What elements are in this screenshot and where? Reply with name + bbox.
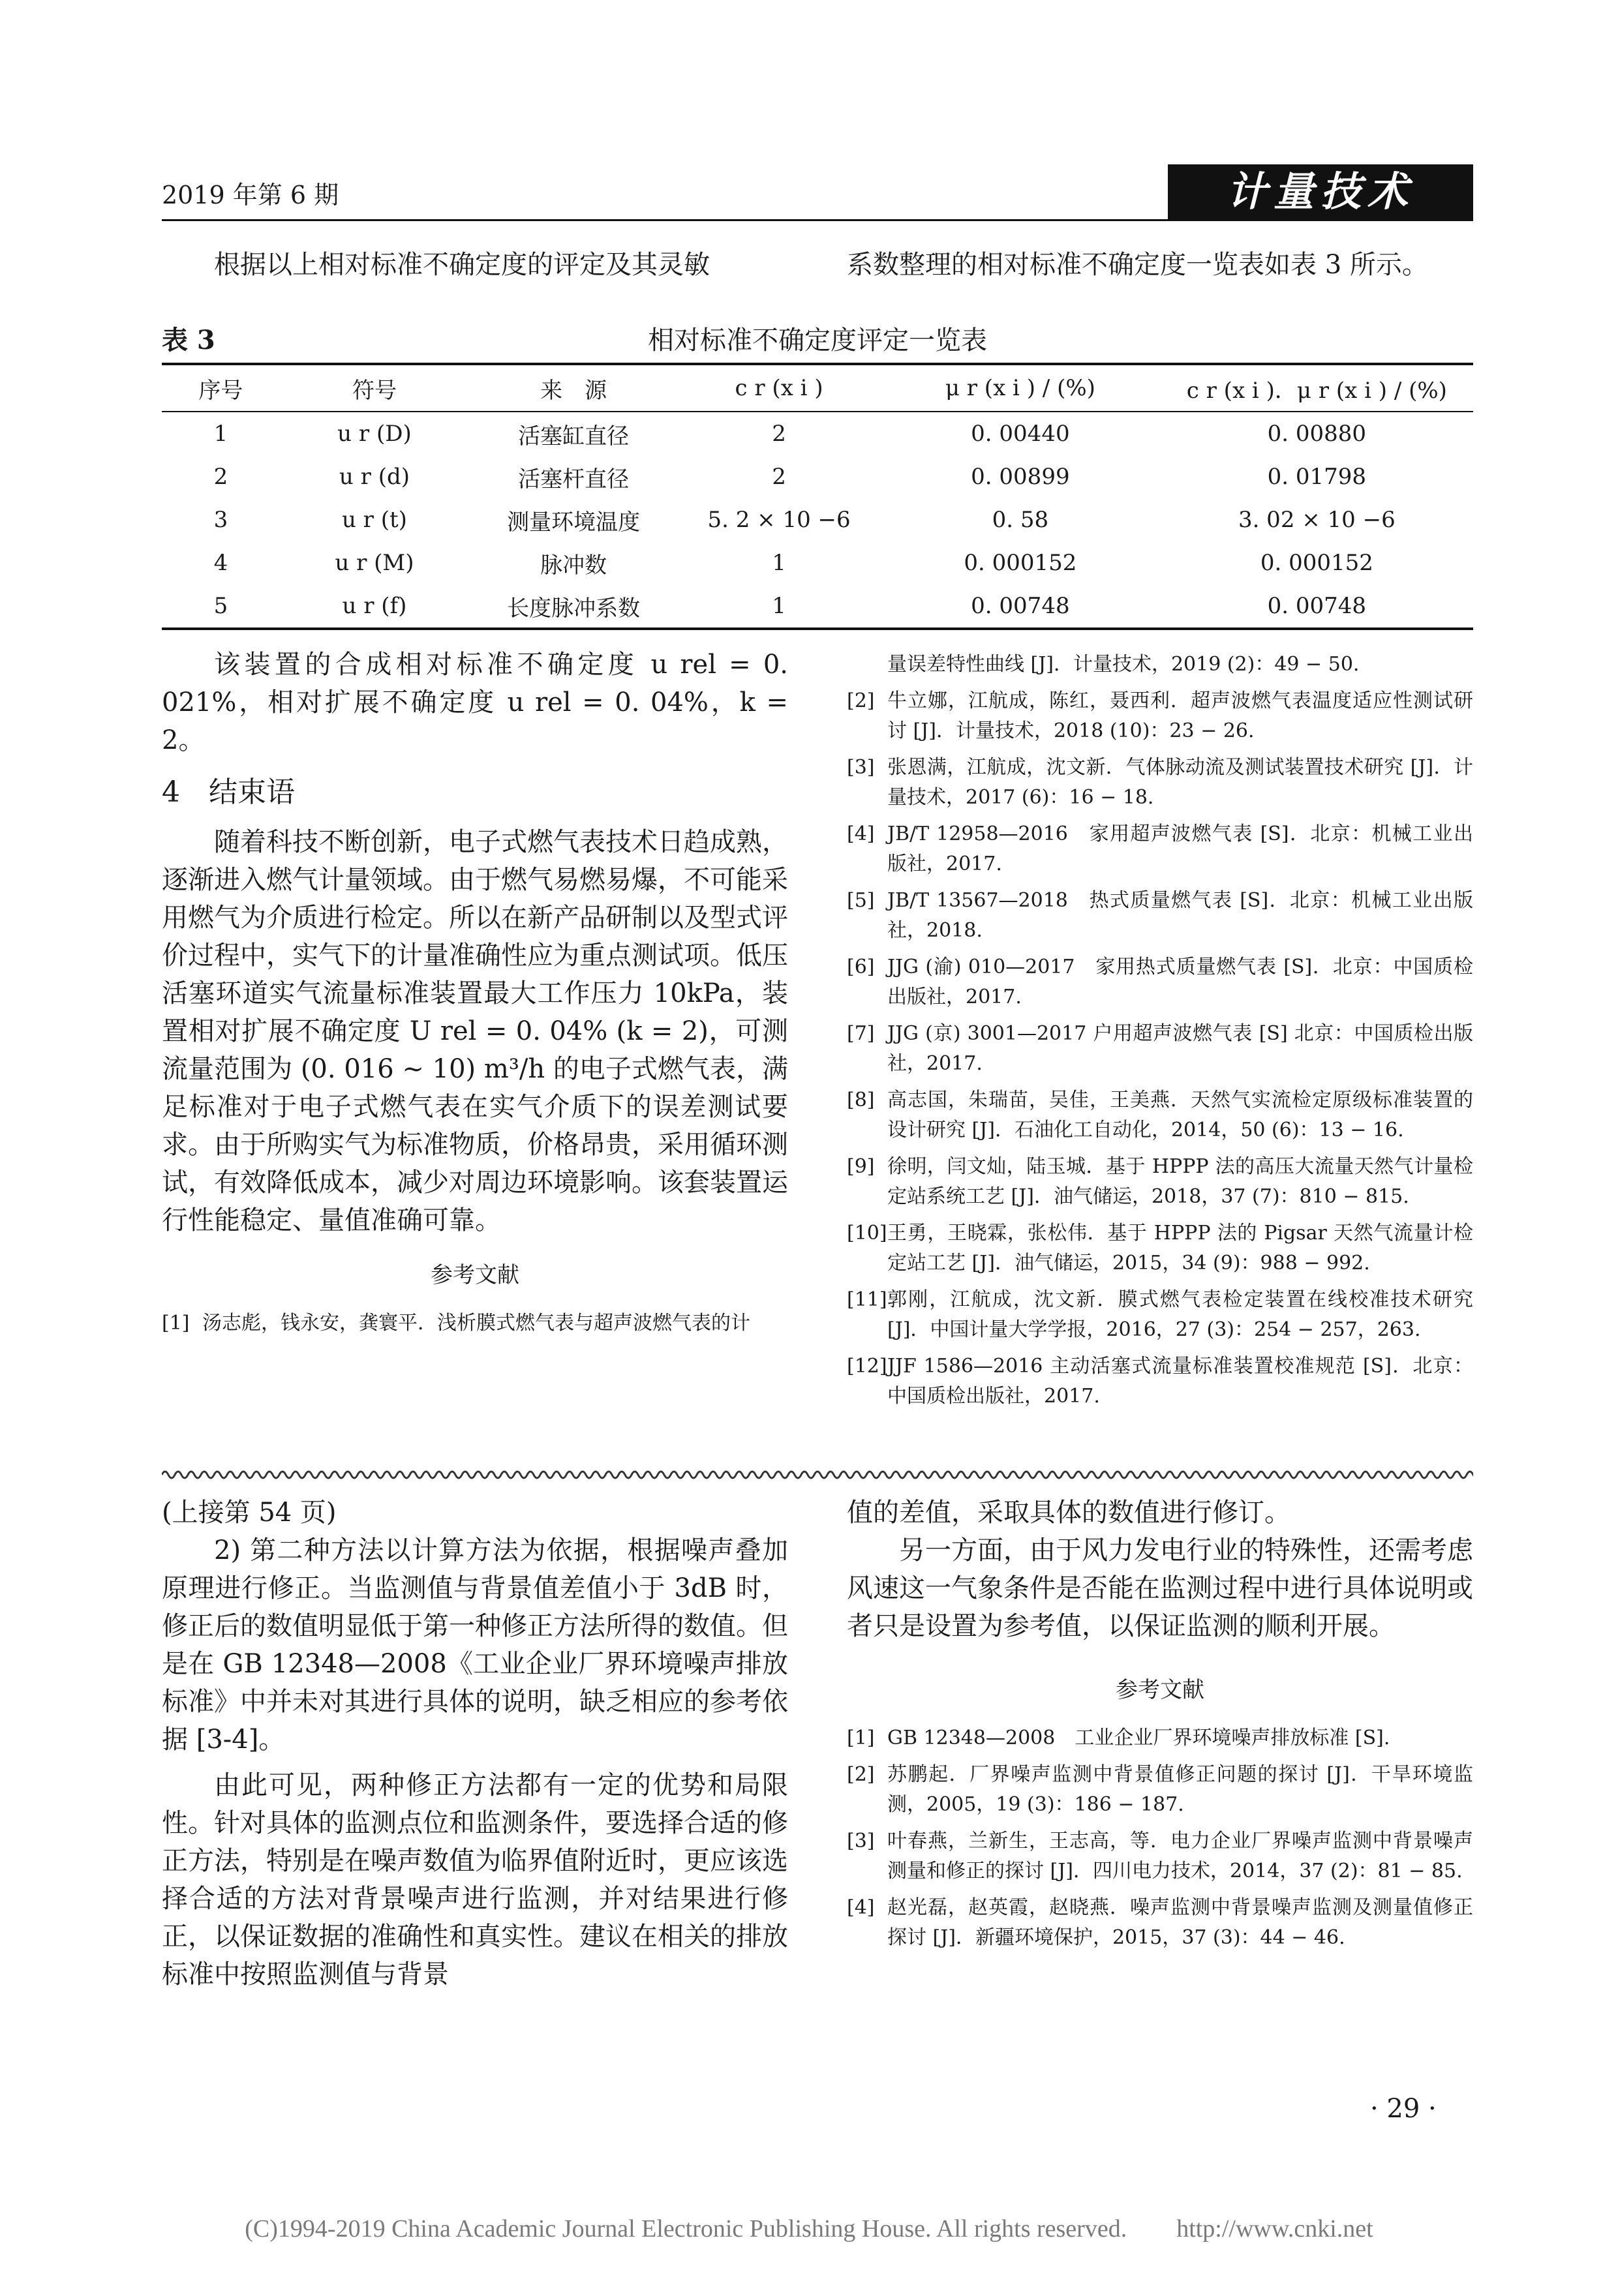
- reference-number: [2]: [847, 689, 875, 712]
- table-cell: 0. 000152: [1260, 550, 1373, 576]
- header-rule: [162, 219, 1473, 221]
- page-number: · 29 ·: [1370, 2094, 1437, 2124]
- reference-number: [4]: [847, 1896, 875, 1919]
- reference-text: JJG (渝) 010—2017 家用热式质量燃气表 [S]．北京：中国质检出版社，2017.: [887, 956, 1473, 1008]
- reference-text: 徐明，闫文灿，陆玉城．基于 HPPP 法的高压大流量天然气计量检定站系统工艺 [J]．油气储运，2018，37 (7)：810 − 815.: [887, 1155, 1473, 1208]
- reference-text: 苏鹏起．厂界噪声监测中背景值修正问题的探讨 [J]．干旱环境监测，2005，19 (3)：186 − 187.: [887, 1763, 1473, 1816]
- reference-number: [9]: [847, 1155, 875, 1178]
- table-cell: 活塞杆直径: [518, 466, 630, 492]
- table-cell: u r (f): [280, 584, 469, 629]
- table-header-cell: c r (x i ): [678, 364, 880, 412]
- reference-number: [5]: [847, 889, 875, 912]
- wind-paragraph: 另一方面，由于风力发电行业的特殊性，还需考虑风速这一气象条件是否能在监测过程中进行具体说明或者只是设置为参考值，以保证监测的顺利开展。: [847, 1535, 1473, 1641]
- reference-item: [847, 952, 1473, 1012]
- reference-item: [847, 819, 1473, 879]
- table-cell: 0. 00899: [971, 464, 1070, 490]
- reference-number: [3]: [847, 1830, 875, 1852]
- reference-number: [1]: [162, 1312, 190, 1335]
- journal-logo: 计量技术: [1168, 164, 1473, 219]
- reference-item: [847, 753, 1473, 813]
- table-cell: 0. 00440: [971, 421, 1070, 447]
- reference-text: 高志国，朱瑞苗，吴佳，王美燕．天然气实流检定原级标准装置的设计研究 [J]．石油化工自动化，2014，50 (6)：13 − 16.: [887, 1089, 1473, 1141]
- reference-item: [847, 686, 1473, 746]
- intro-left: 根据以上相对标准不确定度的评定及其灵敏: [214, 250, 710, 280]
- table-cell: u r (d): [339, 464, 410, 490]
- uncertainty-table: [162, 363, 1473, 630]
- reference-item: [847, 1826, 1473, 1886]
- reference-text: 叶春燕，兰新生，王志高，等．电力企业厂界噪声监测中背景噪声测量和修正的探讨 [J]．四川电力技术，2014，37 (2)：81 − 85.: [887, 1830, 1473, 1882]
- table-cell: 0. 000152: [964, 550, 1077, 576]
- table-cell: 0. 01798: [1267, 464, 1367, 490]
- reference-item: [847, 886, 1473, 946]
- table-header-cell: c r (x i )．μ r (x i ) / (%): [1161, 364, 1473, 412]
- reference-number: [3]: [847, 756, 875, 779]
- table-header-cell: 来 源: [469, 364, 678, 412]
- combined-uncertainty-paragraph: 该装置的合成相对标准不确定度 u rel = 0. 021%，相对扩展不确定度 u rel = 0. 04%，k = 2。: [162, 650, 788, 755]
- section-heading: 4 结束语: [162, 776, 295, 809]
- reference-number: [7]: [847, 1022, 875, 1045]
- reference-text: GB 12348—2008 工业企业厂界环境噪声排放标准 [S].: [887, 1727, 1390, 1749]
- table-cell: 1: [678, 584, 880, 629]
- table-cell: u r (M): [335, 550, 414, 576]
- reference-text: 张恩满，江航成，沈文新．气体脉动流及测试装置技术研究 [J]．计量技术，2017 (6)：16 − 18.: [887, 756, 1473, 809]
- references-title: 参考文献: [431, 1262, 519, 1288]
- table-row: [162, 455, 1473, 498]
- table-cell: 3: [213, 507, 228, 533]
- reference-item: [847, 1285, 1473, 1345]
- wavy-separator: [162, 1465, 1473, 1485]
- reference-text: JB/T 13567—2018 热式质量燃气表 [S]．北京：机械工业出版社，2018.: [887, 889, 1473, 942]
- table-cell: 2: [772, 464, 786, 490]
- table-cell: 3. 02 × 10 −6: [1238, 507, 1396, 533]
- reference-text: JJG (京) 3001—2017 户用超声波燃气表 [S] 北京：中国质检出版社，2017.: [887, 1022, 1473, 1075]
- continued-text: 值的差值，采取具体的数值进行修订。: [847, 1498, 1290, 1528]
- lower-right-column: [847, 1494, 1473, 1959]
- table-cell: u r (t): [341, 507, 407, 533]
- table-cell: 活塞缸直径: [518, 423, 630, 449]
- reference-number: [11]: [847, 1288, 887, 1311]
- reference-item: [847, 1723, 1473, 1753]
- reference-text: JB/T 12958—2016 家用超声波燃气表 [S]．北京：机械工业出版社，2017.: [887, 823, 1473, 875]
- intro-right: 系数整理的相对标准不确定度一览表如表 3 所示。: [847, 250, 1428, 280]
- table-cell: 2: [772, 421, 786, 447]
- table-header-cell: 序号: [162, 364, 280, 412]
- table-row: [162, 498, 1473, 541]
- reference-text: 汤志彪，钱永安，龚寰平．浅析膜式燃气表与超声波燃气表的计: [202, 1312, 750, 1335]
- reference-number: [8]: [847, 1089, 875, 1111]
- continued-note: (上接第 54 页): [162, 1498, 337, 1528]
- reference-item: [847, 1218, 1473, 1278]
- table-label: 表 3: [162, 325, 215, 355]
- reference-text: JJF 1586—2016 主动活塞式流量标准装置校准规范 [S]．北京：中国质检出版社，2017.: [887, 1355, 1473, 1408]
- table-cell: 0. 00748: [1161, 584, 1473, 629]
- reference-item: [162, 1308, 788, 1338]
- table-cell: 脉冲数: [540, 552, 607, 579]
- table-cell: 测量环境温度: [507, 509, 641, 536]
- table-cell: 长度脉冲系数: [469, 584, 678, 629]
- reference-number: [12]: [847, 1355, 887, 1378]
- copyright-footer: (C)1994-2019 China Academic Journal Electronic Publishing House. All rights reserved. http://www.cnki.net: [245, 2215, 1373, 2243]
- reference-text: 牛立娜，江航成，陈红，聂西利．超声波燃气表温度适应性测试研讨 [J]．计量技术，2018 (10)：23 − 26.: [887, 689, 1473, 742]
- reference-text: 郭刚，江航成，沈文新．膜式燃气表检定装置在线校准技术研究 [J]．中国计量大学学报，2016，27 (3)：254 − 257，263.: [887, 1288, 1473, 1341]
- reference-item: [847, 1352, 1473, 1412]
- comparison-paragraph: 由此可见，两种修正方法都有一定的优势和局限性。针对具体的监测点位和监测条件，要选择合适的修正方法，特别是在噪声数值为临界值附近时，更应该选择合适的方法对背景噪声进行监测，并对结果进行修正，以保证数据的准确性和真实性。建议在相关的排放标准中按照监测值与背景: [162, 1770, 788, 1989]
- reference-item: [847, 650, 1473, 680]
- table-header-cell: 符号: [280, 364, 469, 412]
- reference-number: [2]: [847, 1763, 875, 1786]
- table-cell: 4: [213, 550, 228, 576]
- reference-item: [847, 1893, 1473, 1953]
- table-caption: 相对标准不确定度评定一览表: [648, 325, 987, 355]
- table-header-row: [162, 364, 1473, 412]
- table-cell: 0. 00748: [880, 584, 1161, 629]
- method-paragraph: 2) 第二种方法以计算方法为依据，根据噪声叠加原理进行修正。当监测值与背景值差值小于 3dB 时，修正后的数值明显低于第一种修正方法所得的数值。但是在 GB 12348—2008《工业企业厂界环境噪声排放标准》中并未对其进行具体的说明，缺乏相应的参考依据 [3-4]。: [162, 1535, 788, 1755]
- table-cell: 1: [772, 550, 786, 576]
- table-row: [162, 412, 1473, 455]
- conclusion-paragraph: 随着科技不断创新，电子式燃气表技术日趋成熟，逐渐进入燃气计量领域。由于燃气易燃易爆，不可能采用燃气为介质进行检定。所以在新产品研制以及型式评价过程中，实气下的计量准确性应为重点测试项。低压活塞环道实气流量标准装置最大工作压力 10kPa，装置相对扩展不确定度 U rel = 0. 04% (k = 2)，可测流量范围为 (0. 016 ~ 10) m³/h 的电子式燃气表，满足标准对于电子式燃气表在实气介质下的误差测试要求。由于所购实气为标准物质，价格昂贵，采用循环测试，有效降低成本，减少对周边环境影响。该套装置运行性能稳定、量值准确可靠。: [162, 827, 788, 1235]
- table-cell: 2: [213, 464, 228, 490]
- upper-right-references: [847, 650, 1473, 1418]
- table-row: [162, 541, 1473, 584]
- table-cell: u r (D): [337, 421, 412, 447]
- reference-text: 量误差特性曲线 [J]．计量技术，2019 (2)：49 − 50.: [887, 653, 1360, 676]
- reference-item: [847, 1019, 1473, 1079]
- reference-text: 赵光磊，赵英霞，赵晓燕．噪声监测中背景噪声监测及测量值修正探讨 [J]．新疆环境保护，2015，37 (3)：44 − 46.: [887, 1896, 1473, 1949]
- reference-number: [6]: [847, 956, 875, 978]
- table-cell: 5: [162, 584, 280, 629]
- table-row: [162, 584, 1473, 629]
- table-cell: 0. 58: [992, 507, 1049, 533]
- reference-item: [847, 1085, 1473, 1145]
- header-year-issue: 2019 年第 6 期: [162, 181, 339, 209]
- table-cell: 0. 00880: [1267, 421, 1367, 447]
- reference-number: [1]: [847, 1727, 875, 1749]
- table-cell: 5. 2 × 10 −6: [707, 507, 851, 533]
- reference-item: [847, 1152, 1473, 1212]
- lower-left-column: [162, 1494, 788, 1993]
- reference-number: [4]: [847, 823, 875, 845]
- table-cell: 1: [213, 421, 228, 447]
- upper-left-column: [162, 646, 788, 1345]
- reference-number: [10]: [847, 1222, 887, 1245]
- references-title: 参考文献: [1116, 1677, 1204, 1703]
- reference-text: 王勇，王晓霖，张松伟．基于 HPPP 法的 Pigsar 天然气流量计检定站工艺 [J]．油气储运，2015，34 (9)：988 − 992.: [887, 1222, 1473, 1275]
- reference-item: [847, 1760, 1473, 1820]
- table-header-cell: μ r (x i ) / (%): [880, 364, 1161, 412]
